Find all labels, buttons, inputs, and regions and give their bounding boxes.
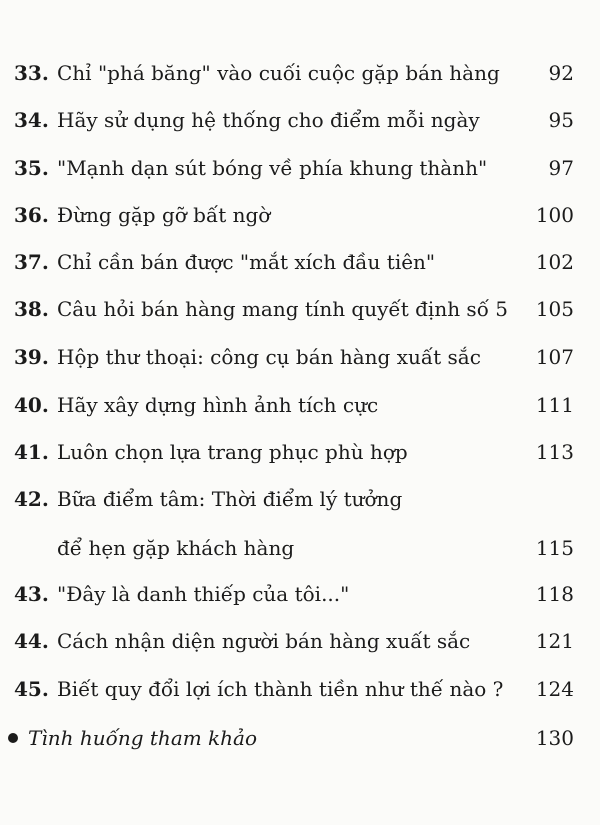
bullet-icon [8,733,18,743]
toc-entry-title: Tình huống tham khảo [28,726,258,750]
toc-entry-page: 124 [535,677,574,701]
toc-entry-number: 39. [14,345,49,369]
toc-entry-39[interactable] [0,341,600,373]
toc-entry-title: Chỉ "phá băng" vào cuối cuộc gặp bán hàng [57,61,500,85]
toc-entry-number: 41. [14,440,49,464]
toc-entry-42-continuation[interactable] [0,532,600,564]
toc-entry-title: Bữa điểm tâm: Thời điểm lý tưởng [57,487,403,511]
toc-entry-title: Chỉ cần bán được "mắt xích đầu tiên" [57,250,436,274]
toc-entry-40[interactable] [0,389,600,421]
toc-entry-number: 35. [14,156,49,180]
toc-entry-title: "Đây là danh thiếp của tôi..." [57,582,350,606]
toc-entry-36[interactable] [0,199,600,231]
toc-entry-45[interactable] [0,673,600,705]
toc-entry-page: 121 [535,629,574,653]
toc-entry-number: 40. [14,393,49,417]
toc-entry-number: 37. [14,250,49,274]
toc-entry-title: Biết quy đổi lợi ích thành tiền như thế nào ? [57,677,504,701]
toc-entry-title: Câu hỏi bán hàng mang tính quyết định số 5 [57,297,509,321]
toc-entry-appendix[interactable] [0,722,600,754]
toc-entry-page: 100 [535,203,574,227]
toc-entry-44[interactable] [0,625,600,657]
toc-entry-number: 38. [14,297,49,321]
toc-entry-42[interactable] [0,483,600,515]
toc-entry-38[interactable] [0,293,600,325]
toc-entry-title: Luôn chọn lựa trang phục phù hợp [57,440,408,464]
toc-entry-title: Hộp thư thoại: công cụ bán hàng xuất sắc [57,345,481,369]
toc-entry-33[interactable] [0,57,600,89]
toc-entry-page: 105 [535,297,574,321]
toc-entry-page: 130 [535,726,574,750]
toc-entry-37[interactable] [0,246,600,278]
toc-entry-number: 45. [14,677,49,701]
toc-entry-number: 44. [14,629,49,653]
toc-entry-number: 36. [14,203,49,227]
toc-entry-page: 102 [535,250,574,274]
toc-entry-title: "Mạnh dạn sút bóng về phía khung thành" [57,156,488,180]
toc-entry-43[interactable] [0,578,600,610]
toc-entry-title: Cách nhận diện người bán hàng xuất sắc [57,629,471,653]
toc-entry-number: 42. [14,487,49,511]
toc-entry-page: 92 [548,61,574,85]
toc-entry-page: 95 [548,108,574,132]
toc-entry-page: 111 [535,393,574,417]
toc-entry-title: Hãy xây dựng hình ảnh tích cực [57,393,379,417]
toc-entry-34[interactable] [0,104,600,136]
toc-entry-page: 113 [535,440,574,464]
toc-entry-title-continuation: để hẹn gặp khách hàng [57,536,295,560]
toc-entry-35[interactable] [0,152,600,184]
toc-entry-page: 107 [535,345,574,369]
toc-entry-41[interactable] [0,436,600,468]
toc-entry-page: 115 [535,536,574,560]
toc-entry-title: Đừng gặp gỡ bất ngờ [57,203,271,227]
toc-entry-page: 118 [535,582,574,606]
toc-entry-number: 33. [14,61,49,85]
toc-entry-number: 34. [14,108,49,132]
toc-entry-number: 43. [14,582,49,606]
toc-entry-page: 97 [548,156,574,180]
toc-entry-title: Hãy sử dụng hệ thống cho điểm mỗi ngày [57,108,480,132]
